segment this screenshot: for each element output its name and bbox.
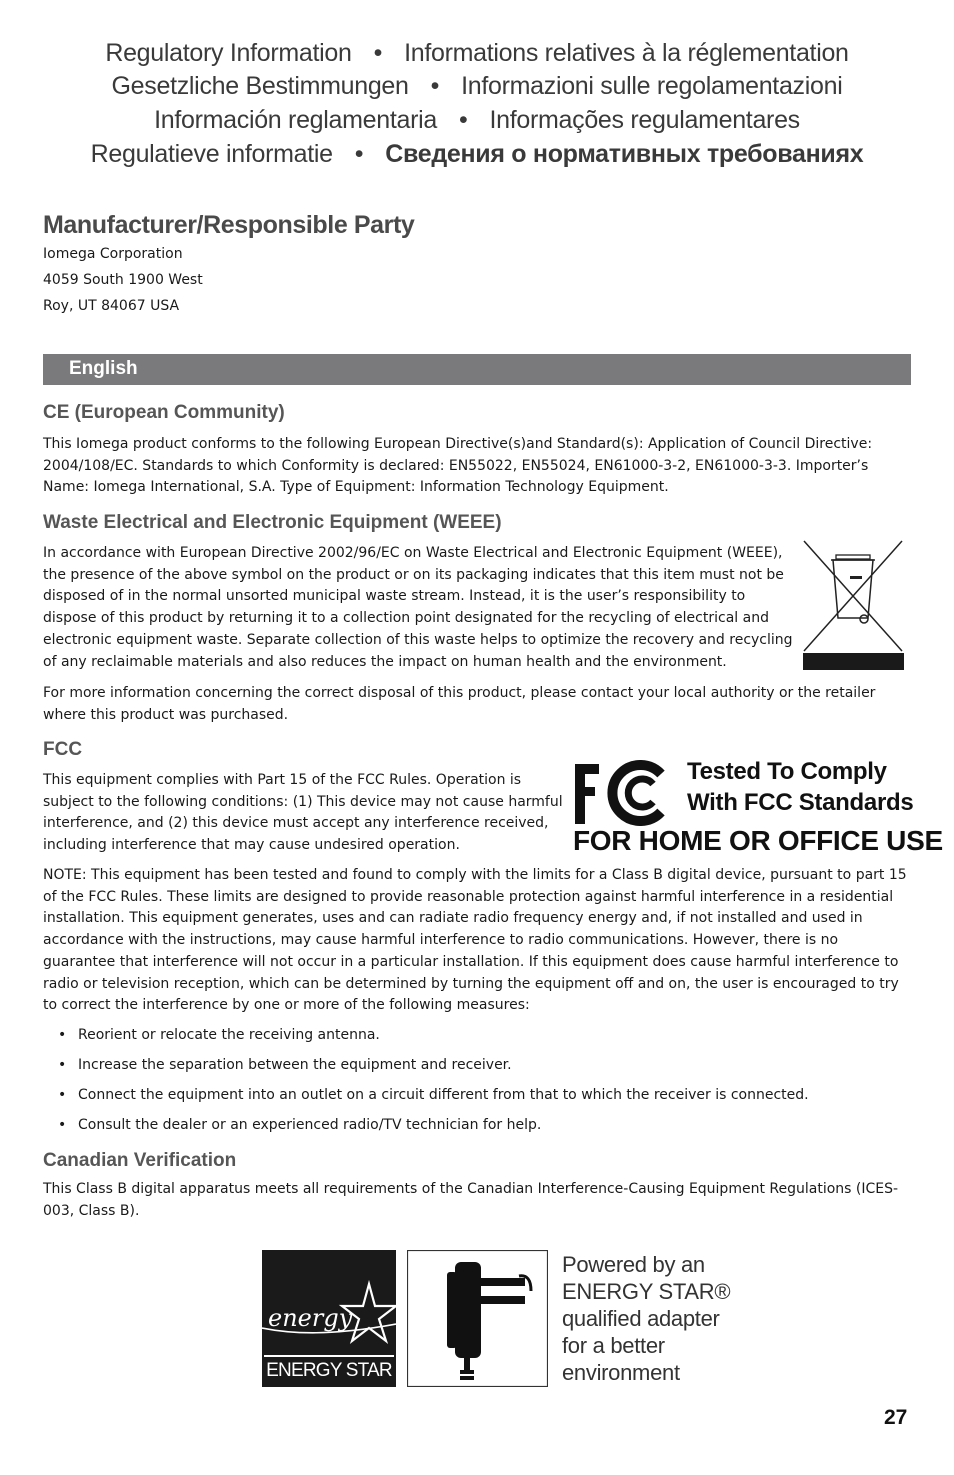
energy-star-script: energy (268, 1304, 353, 1332)
fcc-mark-icon (573, 760, 665, 826)
manufacturer-street: 4059 South 1900 West (43, 272, 203, 288)
fcc-logo-line-2: With FCC Standards (687, 789, 914, 816)
header-separator: • (430, 72, 440, 100)
energy-star-text-line-3: qualified adapter (562, 1306, 720, 1331)
header-gesetzliche-bestimmungen: Gesetzliche Bestimmungen (111, 72, 409, 100)
fcc-title: FCC (43, 739, 83, 760)
energy-star-text-line-4: for a better (562, 1333, 665, 1358)
energy-star-text-line-2: ENERGY STAR® (562, 1279, 731, 1304)
list-item-text: Increase the separation between the equipment and receiver. (78, 1057, 512, 1073)
energy-star-text-line-1: Powered by an (562, 1252, 705, 1277)
manufacturer-title: Manufacturer/Responsible Party (43, 211, 415, 239)
manufacturer-name: Iomega Corporation (43, 246, 183, 262)
header-separator: • (459, 106, 468, 134)
fcc-note: NOTE: This equipment has been tested and found to comply with the limits for a Class B digital device, pursuant to part 15 of the FCC Rules. These limits are designed to provide reasonable protection against harmful interference in a residential installation. This equipment generates, uses and can radiate radio frequency energy and, if not installed and used in accordance with the instructions, may cause harmful interference to radio communications. However, there is no guarantee that interference will not occur in a particular installation. If this equipment does cause harmful interference to radio or television reception, which can be determined by turning the equipment off and on, the user is encouraged to try to correct the interference by one or more of the following measures: (43, 867, 907, 1014)
header-line-3 (0, 106, 954, 135)
header-russian: Сведения о нормативных требованиях (385, 140, 864, 168)
canada-text: This Class B digital apparatus meets all requirements of the Canadian Interference-Causing Equipment Regulations (ICES-003, Class B). (43, 1181, 899, 1219)
fcc-logo-line-1: Tested To Comply (687, 758, 887, 785)
header-informations-relatives: Informations relatives à la réglementation (404, 39, 849, 67)
crossed-out-wheelie-bin-icon (802, 538, 904, 671)
canada-title: Canadian Verification (43, 1150, 237, 1171)
fcc-logo-line-3: FOR HOME OR OFFICE USE (573, 825, 943, 856)
header-line-2 (0, 72, 954, 101)
bullet: • (58, 1087, 67, 1103)
bullet: • (58, 1117, 67, 1133)
list-item-text: Connect the equipment into an outlet on a circuit different from that to which the receiver is connected. (78, 1087, 809, 1103)
header-separator: • (354, 140, 364, 168)
header-regulatory-information: Regulatory Information (105, 39, 352, 67)
manufacturer-city: Roy, UT 84067 USA (43, 298, 180, 314)
weee-text-2: For more information concerning the correct disposal of this product, please contact your local authority or the retailer where this product was purchased. (43, 685, 876, 723)
ce-text: This Iomega product conforms to the following European Directive(s)and Standard(s): Application of Council Directive: 2004/108/EC. Standards to which Conformity is declared: EN55022, EN55024, EN61000-3-2, EN61000-3-3. Importer’s Name: Iomega International, S.A. Type of Equipment: Information Technology Equipment. (43, 436, 873, 496)
header-line-4 (0, 140, 954, 169)
header-regulatieve-informatie: Regulatieve informatie (90, 140, 333, 168)
language-band-label: English (69, 358, 138, 379)
energy-star-icon (262, 1250, 396, 1358)
bullet: • (58, 1027, 67, 1043)
page-number: 27 (884, 1406, 908, 1429)
energy-star-text-line-5: environment (562, 1360, 680, 1385)
language-band (43, 354, 911, 385)
fcc-intro: This equipment complies with Part 15 of the FCC Rules. Operation is subject to the following conditions: (1) This device may not cause harmful interference, and (2) this device must accept any interference received, including interference that may cause undesired operation. (43, 772, 563, 854)
weee-text: In accordance with European Directive 2002/96/EC on Waste Electrical and Electronic Equipment (WEEE), the presence of the above symbol on the product or on its packaging indicates that this item must not be disposed of in the normal unsorted municipal waste stream. Instead, it is the user’s responsibility to dispose of this product by returning it to a collection point designated for the recycling of electrical and electronic equipment waste. Separate collection of this waste helps to optimize the recovery and recycling of any reclaimable materials and also reduces the impact on human health and the environment. (43, 545, 793, 670)
header-separator: • (373, 39, 383, 67)
header-informazioni: Informazioni sulle regolamentazioni (461, 72, 843, 100)
list-item-text: Reorient or relocate the receiving antenna. (78, 1027, 380, 1043)
bullet: • (58, 1057, 67, 1073)
header-informacion-reglamentaria: Información reglamentaria (154, 106, 438, 134)
ce-title: CE (European Community) (43, 402, 285, 423)
header-line-1 (0, 39, 954, 68)
power-adapter-icon (407, 1250, 548, 1387)
header-informacoes-regulamentares: Informações regulamentares (489, 106, 800, 134)
list-item-text: Consult the dealer or an experienced radio/TV technician for help. (78, 1117, 542, 1133)
weee-title: Waste Electrical and Electronic Equipment (WEEE) (43, 512, 502, 533)
energy-star-logo (262, 1250, 396, 1387)
energy-star-caption: ENERGY STAR (264, 1355, 394, 1384)
